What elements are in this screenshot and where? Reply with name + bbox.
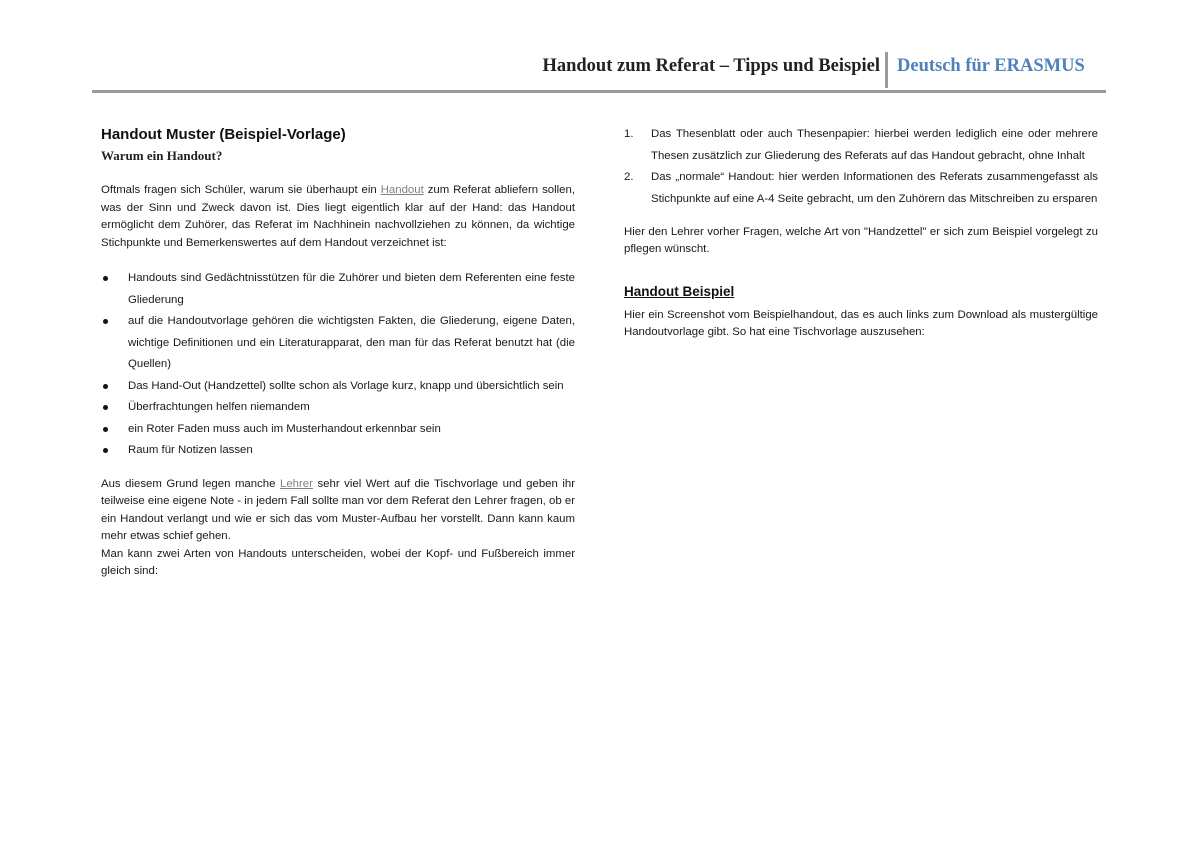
section-heading-muster: Handout Muster (Beispiel-Vorlage) [101,126,346,143]
arten-paragraph: Man kann zwei Arten von Handouts unterscheiden, wobei der Kopf- und Fußbereich immer gleich sind: [101,547,575,577]
list-item: ein Roter Faden muss auch im Musterhandout erkennbar sein [101,419,575,441]
list-item: Überfrachtungen helfen niemandem [101,397,575,419]
handout-link[interactable]: Handout [380,184,424,196]
screenshot-paragraph: Hier ein Screenshot vom Beispielhandout, das es auch links zum Download als mustergültige Handoutvorlage gibt. So hat eine Tischvorlage auszusehen: [624,308,1098,339]
list-number: 2. [624,171,634,183]
header-title: Handout zum Referat – Tipps und Beispiel [542,56,880,76]
list-item [624,167,1098,210]
page-header [92,52,1106,93]
intro-text-start: Oftmals fragen sich Schüler, warum sie überhaupt ein [101,184,381,196]
list-item: Raum für Notizen lassen [101,440,575,462]
header-divider [885,52,888,88]
right-column [624,124,1098,342]
lehrer-paragraph: Hier den Lehrer vorher Fragen, welche Art von "Handzettel" er sich zum Beispiel vorgelegt zu pflegen wünscht. [624,226,1098,256]
list-text: Das „normale“ Handout: hier werden Informationen des Referats zusammengefasst als Stichpunkte auf eine A-4 Seite gebracht, um den Zuhörern das Mitschreiben zu ersparen [651,171,1098,205]
list-item: Das Hand-Out (Handzettel) sollte schon als Vorlage kurz, knapp und übersichtlich sein [101,376,575,398]
section-heading-beispiel: Handout Beispiel [624,283,735,299]
grund-text-end: sehr viel Wert auf die Tischvorlage und geben ihr teilweise eine eigene Note - in jedem Fall sollte man vor dem Referat den Lehrer fragen, ob er ein Handout verlangt und wie er sich das vom Muster-Aufbau her vorstellt. Dann kann kaum mehr etwas schief gehen. [101,477,575,543]
list-item [624,124,1098,167]
grund-text-start: Aus diesem Grund legen manche [101,477,280,490]
list-text: Das Thesenblatt oder auch Thesenpapier: hierbei werden lediglich eine oder mehrere Thesen zusätzlich zur Gliederung des Referats auf das Handout gebracht, ohne Inhalt [651,128,1098,162]
list-number: 1. [624,128,634,140]
left-column [101,124,575,580]
header-brand: Deutsch für ERASMUS [897,56,1085,76]
list-item: Handouts sind Gedächtnisstützen für die Zuhörer und bieten dem Referenten eine feste Gliederung [101,268,575,311]
intro-paragraph [101,182,575,252]
grund-paragraph [101,476,575,546]
intro-text-end: zum Referat abliefern sollen, was der Sinn und Zweck davon ist. Dies liegt eigentlich klar auf der Hand: das Handout ermöglicht dem Zuhörer, das Referat im Nachhinein nachvollziehen zu können, da wichtige Stichpunkte und Bemerkenswertes auf dem Handout verzeichnet ist: [101,184,575,249]
lehrer-link[interactable]: Lehrer [280,477,313,490]
list-item: auf die Handoutvorlage gehören die wichtigsten Fakten, die Gliederung, eigene Daten, wichtige Definitionen und ein Literaturapparat, den man für das Referat benutzt hat (die Quellen) [101,311,575,376]
bullet-list [101,268,575,462]
numbered-list [624,124,1098,210]
subheading-warum: Warum ein Handout? [101,148,223,163]
